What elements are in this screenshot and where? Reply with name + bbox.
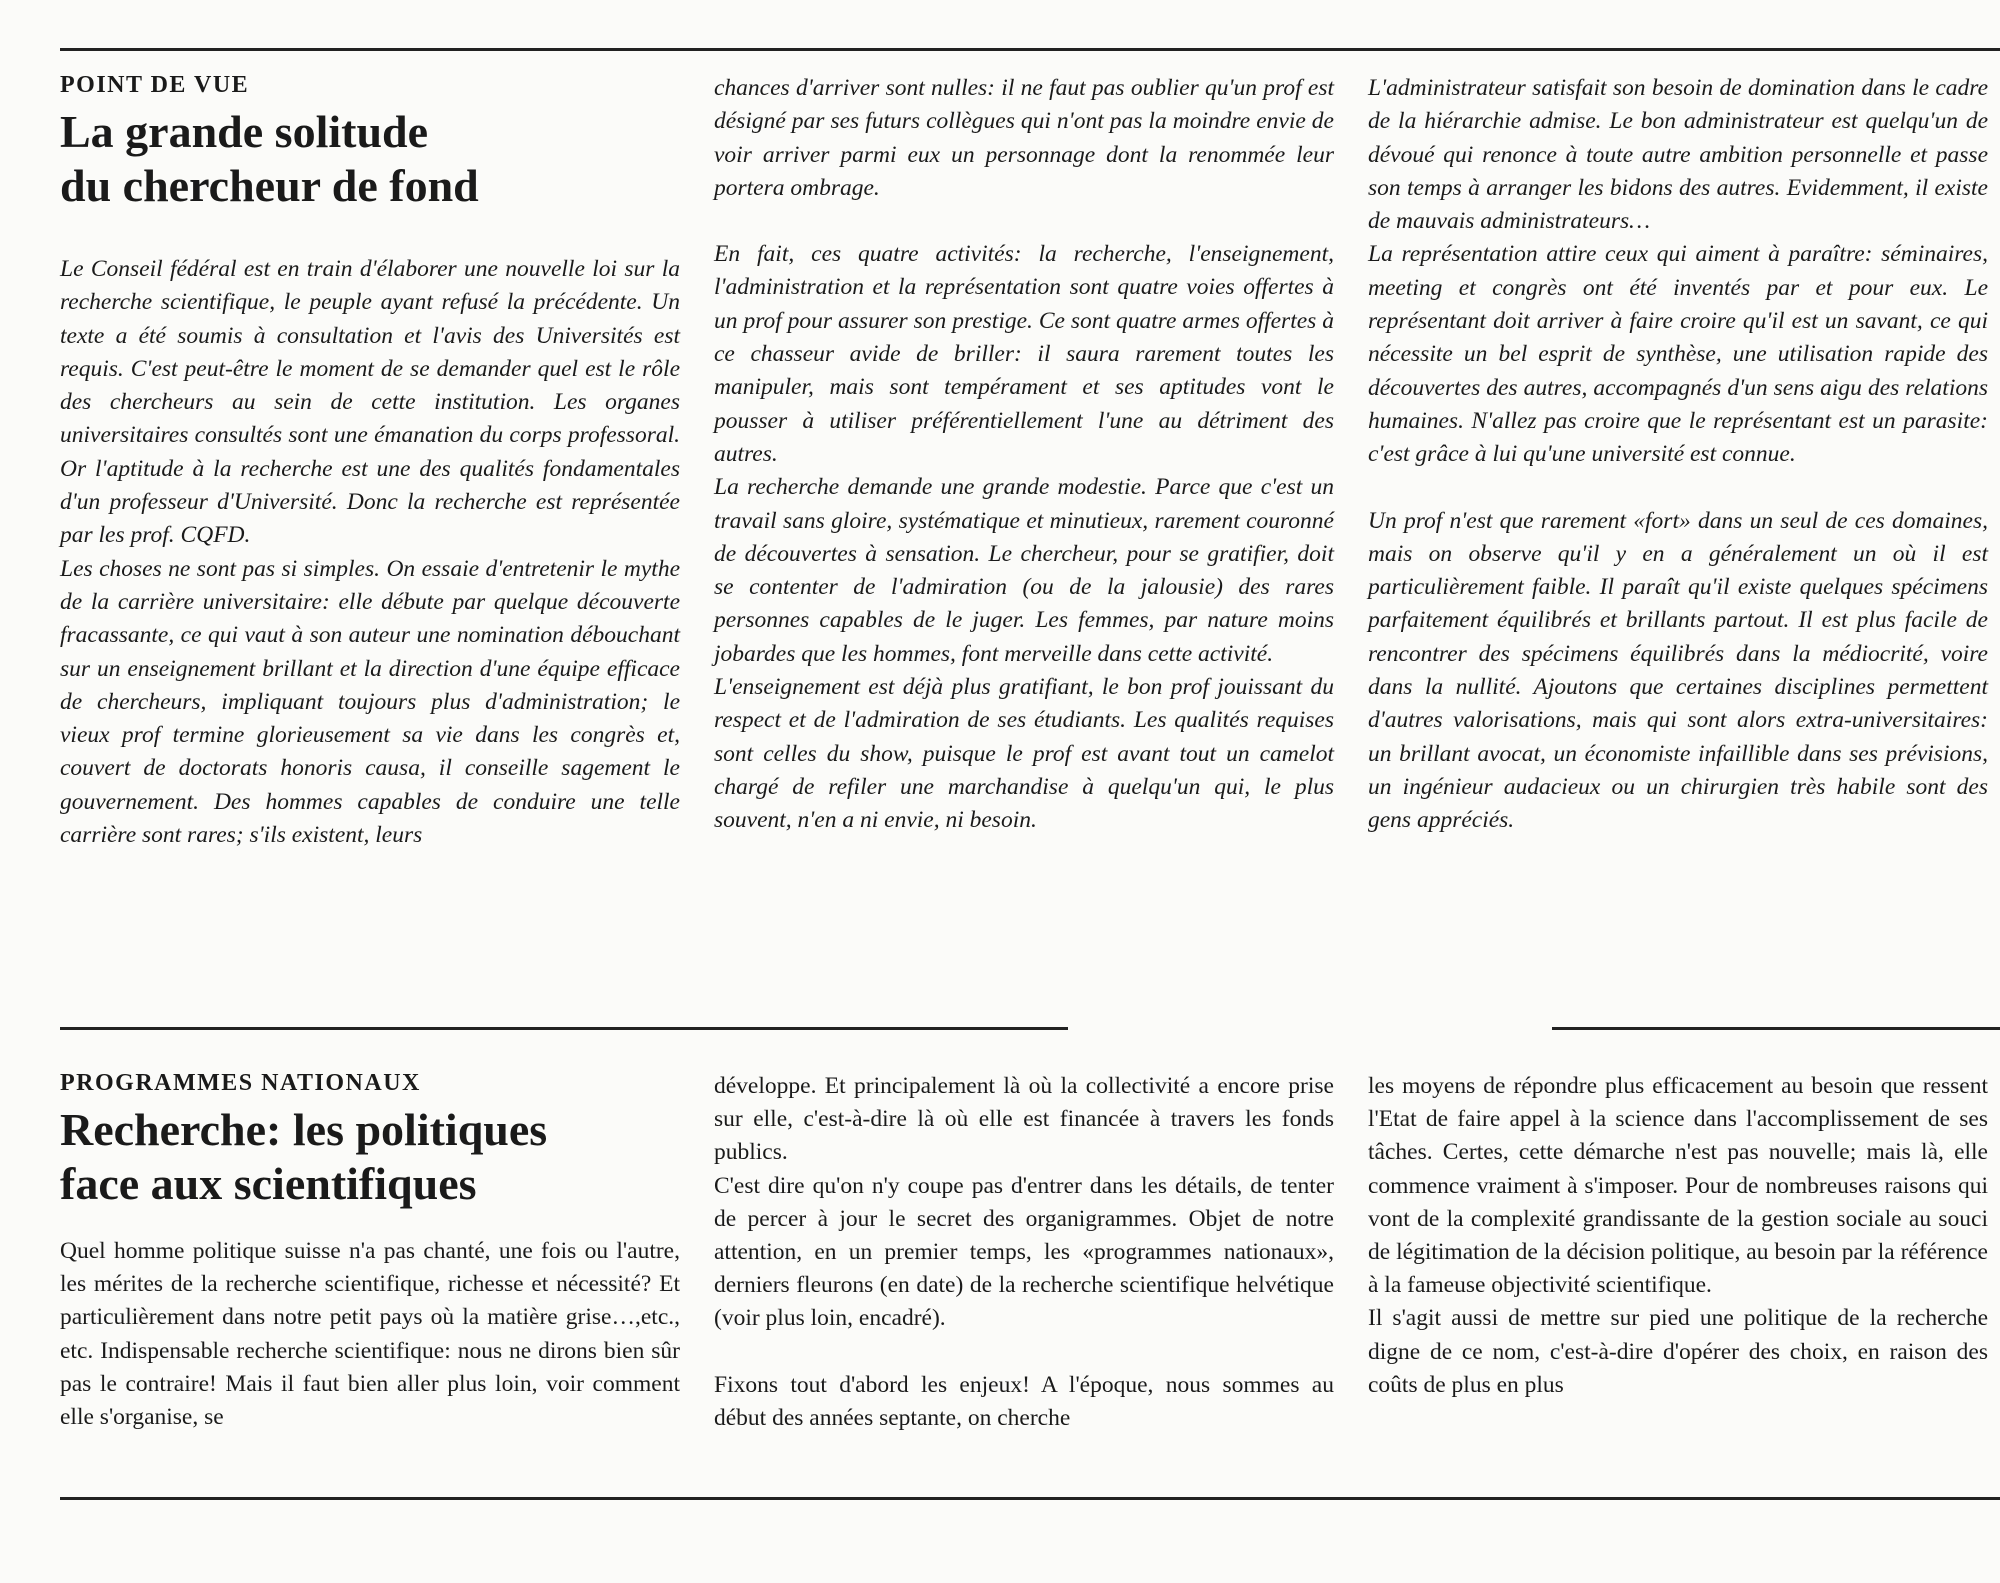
article-2-title [60,1103,680,1211]
paragraph: Les choses ne sont pas si simples. On essaie d'entretenir le mythe de la carrière universitaire: elle débute par quelque découverte fracassante, ce qui vaut à son auteur une nomination débouchant sur un enseignement brillant et la direction d'une équipe efficace de chercheurs, impliquant toujours plus d'administration; le vieux prof termine glorieusement sa vie dans les congrès et, couvert de doctorats honoris causa, il conseille sagement le gouvernement. Des hommes capables de conduire une telle carrière sont rares; s'ils existent, leurs [60,555,680,849]
article-2-column-1 [60,1070,680,1434]
paragraph: La recherche demande une grande modestie. Parce que c'est un travail sans gloire, systématique et minutieux, rarement couronné de découvertes à sensation. Le chercheur, pour se gratifier, doit se contenter de l'admiration (ou de la jalousie) des rares personnes capables de le juger. Les femmes, par nature moins jobardes que les hommes, font merveille dans cette activité. [714,474,1334,667]
article-1-column-3 [1368,72,1988,838]
paragraph: Il s'agit aussi de mettre sur pied une politique de la recherche digne de ce nom, c'est-à-dire d'opérer des choix, en raison des coûts de plus en plus [1368,1305,1988,1398]
paragraph: En fait, ces quatre activités: la recherche, l'enseignement, l'administration et la représentation sont quatre voies offertes à un prof pour assurer son prestige. Ce sont quatre armes offertes à ce chasseur avide de briller: il saura rarement toutes les manipuler, mais sont tempérament et ses aptitudes vont le pousser à utiliser préférentiellement l'une au détriment des autres. [714,241,1334,467]
article-1-col-1-text [60,253,680,852]
section-divider-left [60,1027,1068,1030]
article-2-col-1-text [60,1235,680,1434]
paragraph: Un prof n'est que rarement «fort» dans un seul de ces domaines, mais on observe qu'il y en a généralement un où il est particulièrement faible. Il paraît qu'il existe quelques spécimens parfaitement équilibrés et brillants partout. Il est plus facile de rencontrer des spécimens équilibrés dans la médiocrité, voire dans la nullité. Ajoutons que certaines disciplines permettent d'autres valorisations, mais qui sont alors extra-universitaires: un brillant avocat, un économiste infaillible dans ses prévisions, un ingénieur audacieux ou un chirurgien très habile sont des gens appréciés. [1368,507,1988,834]
paragraph: les moyens de répondre plus efficacement au besoin que ressent l'Etat de faire appel à la science dans l'accomplissement de ses tâches. Certes, cette démarche n'est pas nouvelle; mais là, elle commence vraiment à s'imposer. Pour de nombreuses raisons qui vont de la complexité grandissante de la gestion sociale au souci de légitimation de la décision politique, au besoin par la référence à la fameuse objectivité scientifique. [1368,1073,1988,1299]
article-1-title-line-1: La grande solitude [60,106,429,157]
article-2-kicker: PROGRAMMES NATIONAUX [60,1070,421,1096]
article-2-col-3-text [1368,1070,1988,1402]
article-1-title-line-2: du chercheur de fond [60,160,479,211]
article-1-kicker: POINT DE VUE [60,72,250,98]
paragraph: L'administrateur satisfait son besoin de domination dans le cadre de la hiérarchie admise. Le bon administrateur est quelqu'un de dévoué qui renonce à toute autre ambition personnelle et passe son temps à arranger les bidons des autres. Evidemment, il existe de mauvais administrateurs… [1368,75,1988,235]
article-1-title [60,105,680,213]
top-rule [60,48,2000,51]
article-1-col-3-text [1368,72,1988,838]
article-2-column-3 [1368,1070,1988,1402]
paragraph: La représentation attire ceux qui aiment à paraître: séminaires, meeting et congrès ont été inventés par et pour eux. Le représentant doit arriver à faire croire qu'il est un savant, ce qui nécessite un bel esprit de synthèse, une utilisation rapide des découvertes des autres, accompagnés d'un sens aigu des relations humaines. N'allez pas croire que le représentant est un parasite: c'est grâce à lui qu'une université est connue. [1368,241,1988,468]
paragraph: Le Conseil fédéral est en train d'élaborer une nouvelle loi sur la recherche scientifique, le peuple ayant refusé la précédente. Un texte a été soumis à consultation et l'avis des Universités est requis. C'est peut-être le moment de se demander quel est le rôle des chercheurs au sein de cette institution. Les organes universitaires consultés sont une émanation du corps professoral. Or l'aptitude à la recherche est une des qualités fondamentales d'un professeur d'Université. Donc la recherche est représentée par les prof. CQFD. [60,256,680,549]
paragraph: L'enseignement est déjà plus gratifiant, le bon prof jouissant du respect et de l'admiration de ses étudiants. Les qualités requises sont celles du show, puisque le prof est avant tout un camelot chargé de refiler une marchandise à quelqu'un qui, le plus souvent, n'en a ni envie, ni besoin. [714,674,1334,834]
article-1-column-2 [714,72,1334,838]
bottom-rule [60,1497,2000,1500]
paragraph: Fixons tout d'abord les enjeux! A l'époque, nous sommes au début des années septante, on cherche [714,1371,1334,1431]
paragraph: C'est dire qu'on n'y coupe pas d'entrer dans les détails, de tenter de percer à jour le secret des organigrammes. Objet de notre attention, en un premier temps, les «programmes nationaux», derniers fleurons (en date) de la recherche scientifique helvétique (voir plus loin, encadré). [714,1172,1334,1332]
article-2-title-line-1: Recherche: les politiques [60,1104,548,1155]
article-2-col-2-text [714,1070,1334,1435]
article-1-col-2-text [714,72,1334,838]
article-2-column-2 [714,1070,1334,1435]
article-1-column-1 [60,72,680,852]
article-2-title-line-2: face aux scientifiques [60,1158,477,1209]
paragraph: développe. Et principalement là où la collectivité a encore prise sur elle, c'est-à-dire là où elle est financée à travers les fonds publics. [714,1073,1334,1166]
section-divider-right [1552,1027,2000,1030]
paragraph: chances d'arriver sont nulles: il ne faut pas oublier qu'un prof est désigné par ses futurs collègues qui n'ont pas la moindre envie de voir arriver parmi eux un personnage dont la renommée leur portera ombrage. [714,75,1334,201]
paragraph: Quel homme politique suisse n'a pas chanté, une fois ou l'autre, les mérites de la recherche scientifique, richesse et nécessité? Et particulièrement dans notre petit pays où la matière grise…,etc., etc. Indispensable recherche scientifique: nous ne dirons bien sûr pas le contraire! Mais il faut bien aller plus loin, voir comment elle s'organise, se [60,1238,680,1431]
